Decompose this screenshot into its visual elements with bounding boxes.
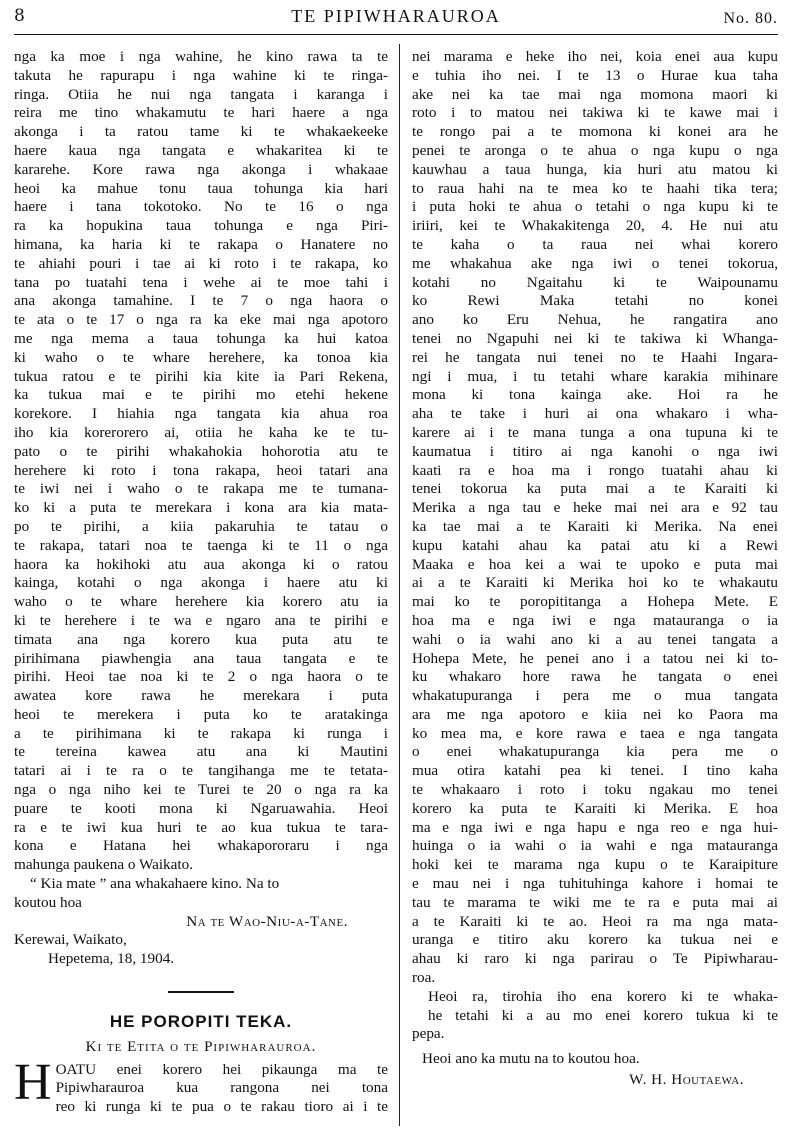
text-line: haere kaua nga tangata e whakaritea ki te	[14, 141, 388, 159]
text-line: heoi te merekera i puta ko te aratakinga	[14, 705, 388, 723]
text-line: ano ko Eru Nehua, he rangatira ano	[412, 311, 778, 329]
text-line: tana po tuatahi tena i wehe ai te moe tahi i	[14, 273, 388, 291]
text-line: te ata o te 17 o nga ra ka eke mai nga apotoro	[14, 311, 388, 329]
text-line: o enei whakatupuranga kia pera me o	[412, 743, 778, 761]
text-line: tenei no Ngapuhi nei ki te takiwa ki Whanga-	[412, 329, 778, 347]
text-line: tau te marama te wiki me te ra e puta mai ai	[412, 893, 778, 911]
article-closing: Heoi ano ka mutu na to koutou hoa.	[422, 1050, 640, 1068]
text-line: reo ki runga ki te pua o te rakau tioro ai i te	[55, 1098, 388, 1116]
text-line: herehere ki roto i tona rakapa, heoi tatari ana	[14, 461, 388, 479]
text-line: a te pirihimana ki te rakapa ki runga i	[14, 724, 388, 742]
text-line: tenei tokorua ka puta mai a te Karaiti ki	[412, 480, 778, 498]
text-line: ai a te Karaiti ki Merika hoi ko te whakautu	[412, 574, 778, 592]
text-line: heoi ka mahue tonu taua tohunga kia hari	[14, 179, 388, 197]
text-line: reira me tino whakamutu te hari haere a nga	[14, 104, 388, 122]
drop-cap: H	[14, 1053, 52, 1111]
letter-body	[14, 48, 388, 856]
text-line: ngi i mua, i tu tetahi whare karakia mihinare	[412, 367, 778, 385]
text-line: penei te aronga o te ahua o nga kupu o nga	[412, 141, 778, 159]
text-line: himana, ka haria ki te rakapa o Hanatere no	[14, 235, 388, 253]
text-line: ringa. Otiia he nui nga tangata i karanga i	[14, 85, 388, 103]
text-line: ko mea ma, e kore rawa e taea e nga tangata	[412, 724, 778, 742]
article-subheading: Ki te Etita o te Pipiwharauroa.	[85, 1038, 317, 1055]
left-column	[14, 48, 388, 1117]
publication-title: TE PIPIWHARAUROA	[291, 6, 501, 26]
text-line: ko Rewi Maka tetahi no konei	[412, 292, 778, 310]
page-number: 8	[14, 6, 25, 26]
text-line: korero ka puta te Karaiti ki Merika. E hoa	[412, 799, 778, 817]
text-line: nei marama e heke iho nei, koia enei aua kupu	[412, 48, 778, 65]
text-line: akonga i ta ratou tame ki te whakaekeeke	[14, 123, 388, 141]
article-paragraph	[412, 988, 778, 1026]
text-line: kupu katahi ahau ka patai atu ki a Rewi	[412, 536, 778, 554]
text-line: roto i to matou nei takiwa ki te kawe mai i	[412, 104, 778, 122]
section-rule	[168, 991, 234, 993]
text-line: ake nei ka tae mai nga momona maori ki	[412, 85, 778, 103]
text-line: ahau ki raro ki nga parirau o Te Pipiwharau-	[412, 950, 778, 968]
text-line: me whakahua ake nga iwi o tenei tokorua,	[412, 254, 778, 272]
column-divider	[399, 44, 400, 1126]
text-line: ra ka hopukina taua tohunga e nga Piri-	[14, 217, 388, 235]
text-line: ka tukua mai e te pirihi mo etehi hekene	[14, 386, 388, 404]
issue-number: No. 80.	[723, 10, 778, 27]
article-opening	[14, 1053, 388, 1117]
closing-line: koutou hoa	[14, 893, 82, 911]
text-line: haere i tana tokotoko. No te 16 o nga	[14, 198, 388, 216]
text-line: a te Karaiti ki te ao. Heoi ra ma nga mata-	[412, 912, 778, 930]
text-line: pirihi. Heoi tae noa ki te 2 o nga haora o te	[14, 668, 388, 686]
letter-date: Hepetema, 18, 1904.	[48, 950, 175, 968]
text-line: korekore. I hiahia nga tangata kia ahua roa	[14, 405, 388, 423]
text-line: pirihimana piawhengia ana taua tangata e te	[14, 649, 388, 667]
text-line: ki waho o te whare herehere, ka tonoa kia	[14, 348, 388, 366]
text-line: huinga o ia wahi o ia wahi e nga matauranga	[412, 837, 778, 855]
letter-place: Kerewai, Waikato,	[14, 931, 127, 949]
text-line: me nga mema a taua tohunga ka hui katoa	[14, 329, 388, 347]
right-column	[412, 48, 778, 1090]
text-line: tukua ratou e te pirihi kia kite ia Pari Rekena,	[14, 367, 388, 385]
text-line: uranga e titiro aku korero ka tukua nei e	[412, 931, 778, 949]
text-line: tatari ai i te ra o te tangihanga me te tetata-	[14, 762, 388, 780]
text-line: pepa.	[412, 1025, 445, 1043]
text-line: te rongo pai a te momona ki konei ara he	[412, 123, 778, 141]
closing-line: “ Kia mate ” ana whakahaere kino. Na to	[30, 875, 280, 893]
text-line: hoki kei te marama nga kupu o te Karaipiture	[412, 856, 778, 874]
text-line: po te pirihi, a kiia pakaruhia te tatau o	[14, 517, 388, 535]
text-line: to raua hahi na te mea ko te haahi tika tera;	[412, 179, 778, 197]
article-body	[412, 48, 778, 969]
text-line: te tereina kawea atu ana ki Mautini	[14, 743, 388, 761]
text-line: ka tae mai a te Karaiti ki Merika. Na enei	[412, 517, 778, 535]
text-line: ra e te iwi kua huri te ao kua tukua te tara-	[14, 818, 388, 836]
text-line: te kaha o ta raua nei whai korero	[412, 235, 778, 253]
text-line: kaumatua i titiro ai nga kanohi o nga iwi	[412, 442, 778, 460]
text-line: kona e Hatana hei whakapororaru i nga	[14, 837, 388, 855]
text-line: iriiri, kei te Whakakitenga 20, 4. He nui atu	[412, 217, 778, 235]
text-line: te iwi nei i waho o te rakapa me te tumana-	[14, 480, 388, 498]
text-line: awatea kore rawa he merekara i puta	[14, 687, 388, 705]
text-line: kotahi no Ngaitahu ki te Waipounamu	[412, 273, 778, 291]
letter-signature: Na te Wao-Niu-a-Tane.	[186, 912, 348, 930]
text-line: i puta hoki te ahua o tetahi o nga kupu ki te	[412, 198, 778, 216]
page-header	[14, 4, 778, 35]
text-line: kauwhau a taua hunga, kia huri atu matou ki	[412, 160, 778, 178]
text-line: roa.	[412, 969, 436, 987]
text-line: takuta he rapurapu i nga wahine ki te ringa-	[14, 66, 388, 84]
text-line: Maaka e hoa kei a wai te upoko e puta mai	[412, 555, 778, 573]
text-line: nga o nga niho kei te Turei te 20 o nga ra ka	[14, 781, 388, 799]
text-line: pato o te pirihi whakahokia hohorotia atu te	[14, 442, 388, 460]
text-line: kararehe. Kore rawa nga akonga i whakaae	[14, 160, 388, 178]
text-line: rei he tangata nui tenei no te Haahi Ingara-	[412, 348, 778, 366]
text-line: te rakapa, tatari noa te taenga ki te 11 o nga	[14, 536, 388, 554]
text-line: ki te herehere i te wa e ngaro ana te pirihi e	[14, 611, 388, 629]
text-line: Heoi ra, tirohia iho ena korero ki te whaka-	[428, 987, 778, 1005]
text-line: e tuhia iho nei. I te 13 o Hurae kua taha	[412, 66, 778, 84]
text-line: haora ka hokihoki atu aua akonga ki o ratou	[14, 555, 388, 573]
text-line: e mau nei i nga tuhituhinga kahore i homai te	[412, 875, 778, 893]
article-signature: W. H. Houtaewa.	[629, 1071, 744, 1089]
text-line: ara me nga apotoro e kiia nei ko Paora ma	[412, 705, 778, 723]
article-heading: HE POROPITI TEKA.	[109, 1012, 293, 1032]
text-line: mai ko te poropititanga a Hohepa Mete. E	[412, 593, 778, 611]
text-line: Merika a nga tau e heke mai nei ara e 92 tau	[412, 499, 778, 517]
text-line: kainga, kotahi o nga akonga i haere atu ki	[14, 574, 388, 592]
text-line: whakatupuranga i pera me o mua tangata	[412, 687, 778, 705]
letter-last-line: mahunga paukena o Waikato.	[14, 856, 194, 874]
text-line: Pipiwharauroa kua rangona nei tona	[55, 1079, 388, 1097]
text-line: waho o te whare herehere kia korero atu ia	[14, 593, 388, 611]
text-line: mua otira katahi pea ki tenei. I tino kaha	[412, 762, 778, 780]
text-line: ma e nga iwi e nga hapu e nga reo e nga hui-	[412, 818, 778, 836]
text-line: aha te take i huri ai ona whakaro i wha-	[412, 405, 778, 423]
text-line: puare te kooti mona ki Ngaruawahia. Heoi	[14, 799, 388, 817]
text-line: timata ana nga korero kua puta atu te	[14, 630, 388, 648]
text-line: wahi o ia wahi ano ki a au tenei tangata a	[412, 630, 778, 648]
text-line: nga ka moe i nga wahine, he kino rawa ta te	[14, 48, 388, 65]
text-line: iho kia korerorero ai, otiia he kaha ke te tu-	[14, 423, 388, 441]
text-line: he tetahi ki a au mo enei korero tukua ki te	[428, 1006, 778, 1024]
text-line: ko ki a puta te merekara i kona ara kia mata-	[14, 499, 388, 517]
text-line: hoa ma e nga iwi e nga matauranga o ia	[412, 611, 778, 629]
text-line: OATU enei korero hei pikaunga ma te	[55, 1060, 388, 1078]
text-line: Hohepa Mete, he penei ano i a tatou nei ki to-	[412, 649, 778, 667]
text-line: te whakaaro i roto i toku ngakau mo tenei	[412, 781, 778, 799]
text-line: te ahiahi pouri i tae ai ki roto i te rakapa, ko	[14, 254, 388, 272]
text-line: kaati ra e hoa ma i rongo tuatahi ahau ki	[412, 461, 778, 479]
text-line: ku whakaro hore rawa he tangata o enei	[412, 668, 778, 686]
text-line: mona ki tona kainga ake. Hoi ra he	[412, 386, 778, 404]
text-line: karere ai i te mana tunga a ona tupuna ki te	[412, 423, 778, 441]
text-line: ana akonga tamahine. I te 7 o nga haora o	[14, 292, 388, 310]
